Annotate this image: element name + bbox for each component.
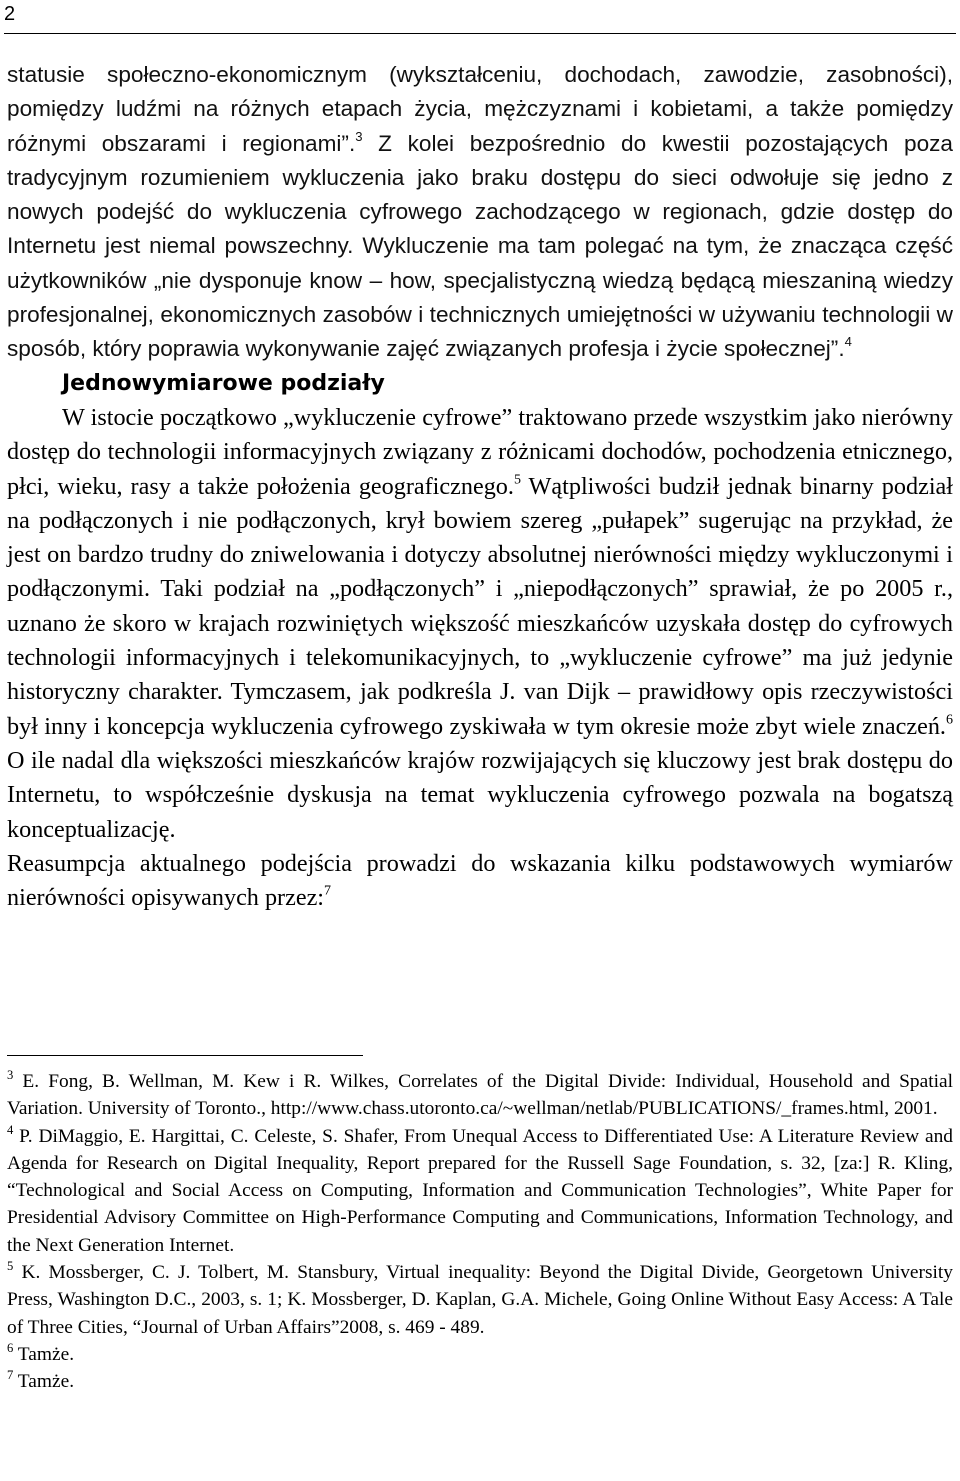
footnote-text: P. DiMaggio, E. Hargittai, C. Celeste, S. Shafer, From Unequal Access to Differentiated Use: A Literature Review and Agenda for Research on Digital Inequality, Report prepared for the Russell Sage Foundation, s. 32, [za:] R. Kling, “Technological and Social Access on Computing, Information and Communication Technologies”, White Paper for Presidential Advisory Committee on High-Performance Computing and Communications, Information Technology, and the Next Generation Internet. <box>7 1125 953 1256</box>
footnote-number: 7 <box>7 1368 14 1383</box>
footnote-number: 5 <box>7 1258 14 1273</box>
paragraph-2-part-b: Wątpliwości budził jednak binarny podział na podłączonych i nie podłączonych, krył bowiem szereg „pułapek” sugerując na przykład, że jest on bardzo trudny do zniwelowania i dotyczy absolutnej nierówności między wykluczonymi i podłączonymi. Taki podział na „podłączonych” i „niepodłączonych” sprawiał, że po 2005 r., uznano że skoro w krajach rozwiniętych większość mieszkańców uzyskała dostęp do cyfrowych technologii informacyjnych i telekomunikacyjnych, to „wykluczenie cyfrowe” ma już jedynie historyczny charakter. Tymczasem, jak podkreśla J. van Dijk – prawidłowy opis rzeczywistości był inny i koncepcja wykluczenia cyfrowego zyskiwała w tym okresie może zbyt wiele znaczeń. <box>7 472 953 740</box>
paragraph-2-part-a: W istocie początkowo „wykluczenie cyfrowe” traktowano przede wszystkim jako nierówny dostęp do technologii informacyjnych związany z różnicami dochodów, pochodzenia etnicznego, płci, wieku, rasy a także położenia geograficznego. <box>7 403 953 500</box>
footnote-ref-6[interactable]: 6 <box>945 711 953 728</box>
footnote-ref-7[interactable]: 7 <box>324 882 332 899</box>
footnote-ref-5[interactable]: 5 <box>513 471 521 488</box>
footnote-number: 3 <box>7 1067 14 1082</box>
paragraph-1 <box>7 58 953 367</box>
footnote-7 <box>7 1368 953 1395</box>
footnote-separator <box>7 1055 363 1056</box>
paragraph-3-text: Reasumpcja aktualnego podejścia prowadzi do wskazania kilku podstawowych wymiarów nierówności opisywanych przez: <box>7 849 953 912</box>
section-heading: Jednowymiarowe podziały <box>62 370 385 396</box>
footnote-text: Tamże. <box>13 1371 75 1393</box>
paragraph-2 <box>7 401 953 847</box>
paragraph-3 <box>7 847 953 916</box>
paragraph-1-part-b: Z kolei bezpośrednio do kwestii pozostających poza tradycyjnym rozumieniem wykluczenia jako braku dostępu do sieci odwołuje się jedno z nowych podejść do wykluczenia cyfrowego zachodzącego w regionach, gdzie dostęp do Internetu jest niemal powszechny. Wykluczenie ma tam polegać na tym, że znacząca część użytkowników „nie dysponuje know – how, specjalistyczną wiedzą będącą mieszaniną wiedzy profesjonalnej, ekonomicznych zasobów i technicznych umiejętności w używaniu technologii w sposób, który poprawia wykonywanie zajęć związanych profesja i życie społecznej”. <box>7 130 953 362</box>
footnote-ref-3[interactable]: 3 <box>355 128 363 144</box>
footnote-3 <box>7 1068 953 1123</box>
footnote-number: 4 <box>7 1122 14 1137</box>
footnote-6 <box>7 1341 953 1368</box>
footnote-5 <box>7 1259 953 1341</box>
paragraph-1-part-a: statusie społeczno-ekonomicznym (wykształceniu, dochodach, zawodzie, zasobności), pomiędzy ludźmi na różnych etapach życia, mężczyznami i kobietami, a także pomiędzy różnymi obszarami i regionami”. <box>7 62 953 156</box>
footnote-number: 6 <box>7 1340 14 1355</box>
footnote-text: Tamże. <box>13 1343 75 1365</box>
header-rule <box>4 33 956 34</box>
paragraph-2-part-c: O ile nadal dla większości mieszkańców krajów rozwijających się kluczowy jest brak dostępu do Internetu, to współcześnie dyskusja na temat wykluczenia cyfrowego pozwala na bogatszą konceptualizację. <box>7 746 953 843</box>
footnote-ref-4[interactable]: 4 <box>844 334 852 350</box>
footnotes <box>7 1068 953 1396</box>
footnote-text: K. Mossberger, C. J. Tolbert, M. Stansbury, Virtual inequality: Beyond the Digital Divide, Georgetown University Press, Washington D.C., 2003, s. 1; K. Mossberger, D. Kaplan, G.A. Michele, Going Online Without Easy Access: A Tale of Three Cities, “Journal of Urban Affairs”2008, s. 469 - 489. <box>7 1262 953 1338</box>
page-number: 2 <box>4 3 16 25</box>
footnote-4 <box>7 1123 953 1259</box>
footnote-text: E. Fong, B. Wellman, M. Kew i R. Wilkes, Correlates of the Digital Divide: Individual, Household and Spatial Variation. University of Toronto., http://www.chass.utoronto.ca/~wellman/netlab/PUBLICATIONS/_frames.html, 2001. <box>7 1071 953 1120</box>
body-text <box>7 58 953 915</box>
